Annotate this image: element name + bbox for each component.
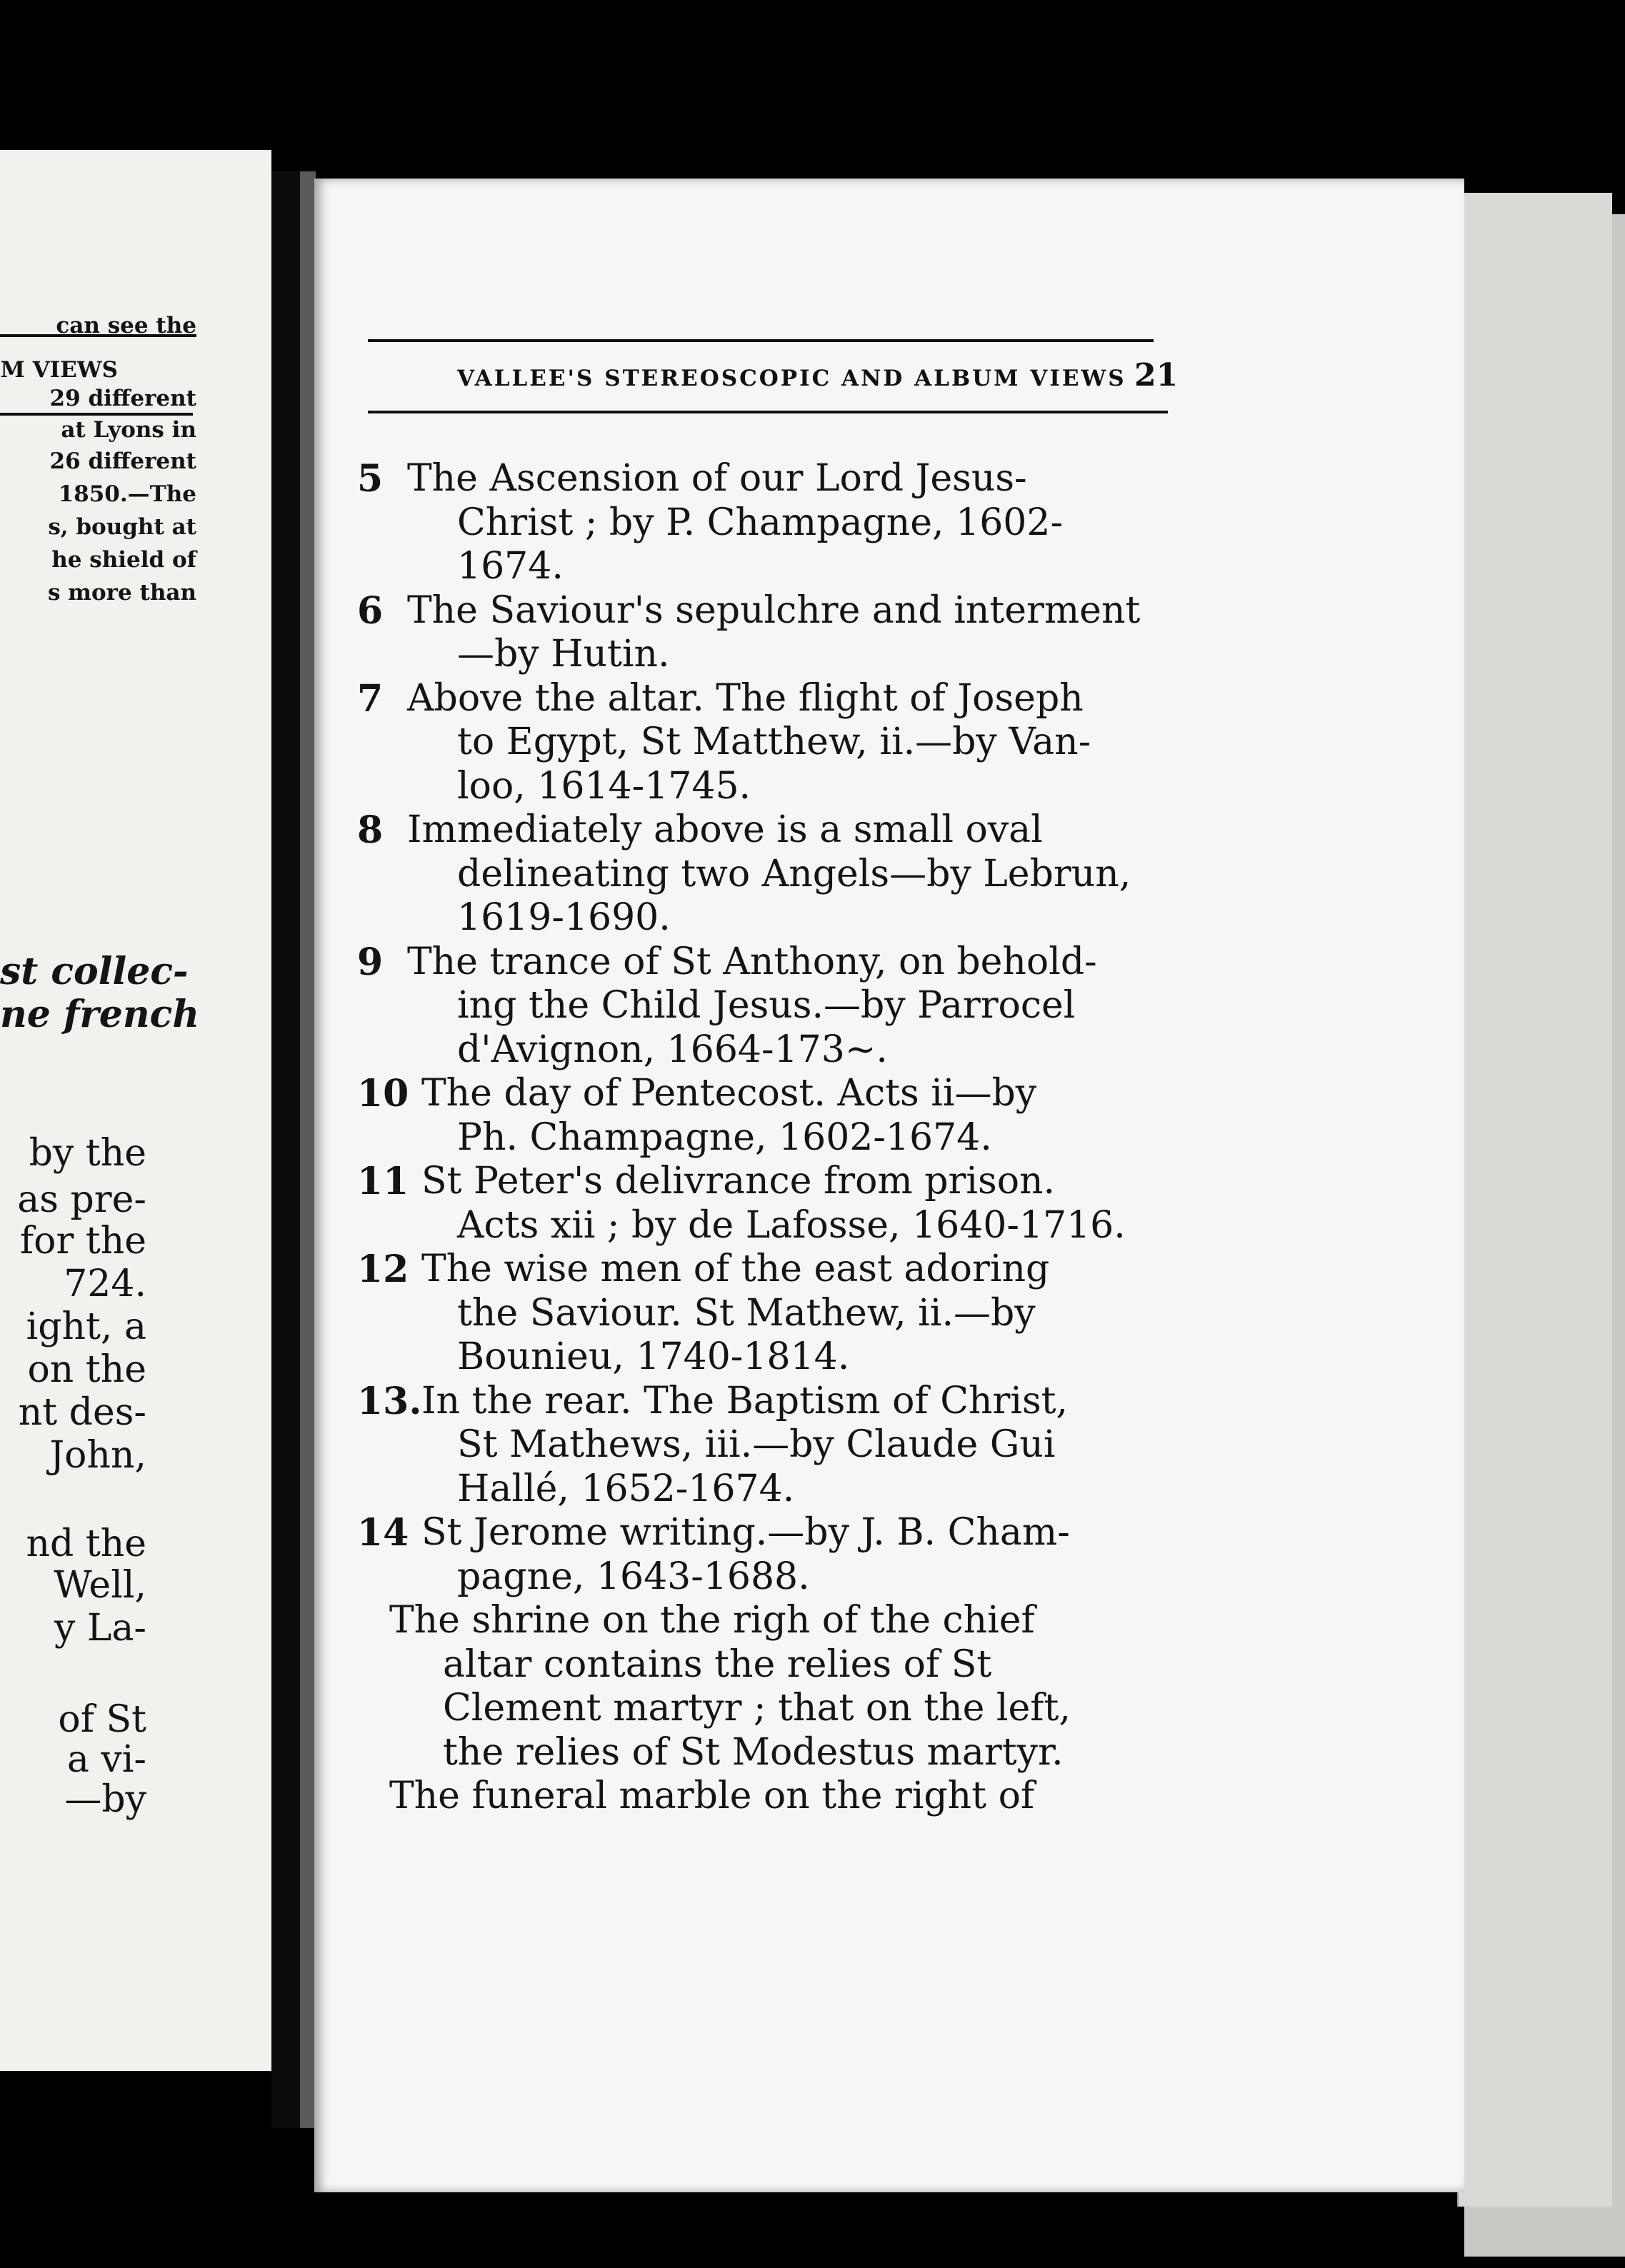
left-page-line: 26 different <box>49 448 196 474</box>
entry-line: St Jerome writing.—by J. B. Cham- <box>421 1511 1070 1554</box>
entry-number: 12 <box>357 1248 409 1291</box>
entry-line: Above the altar. The flight of Joseph <box>407 676 1084 720</box>
left-page-line: 724. <box>64 1263 146 1305</box>
left-page-line: as pre- <box>17 1178 146 1221</box>
entry-line: Acts xii ; by de Lafosse, 1640-1716. <box>457 1203 1126 1247</box>
left-page-line: s more than <box>47 580 196 606</box>
left-page-line: 29 different <box>49 386 196 411</box>
catalog-entry <box>350 940 1171 1073</box>
paragraph-line: altar contains the relies of St <box>443 1642 992 1686</box>
entry-line: Immediately above is a small oval <box>407 808 1043 851</box>
entry-number: 9 <box>357 940 384 984</box>
left-page-line: on the <box>27 1348 146 1391</box>
entry-line: Hallé, 1652-1674. <box>457 1467 795 1510</box>
left-page-line: a vi- <box>66 1738 146 1781</box>
catalog-entry <box>350 1248 1171 1380</box>
catalog-entry <box>350 589 1171 677</box>
entry-line: The trance of St Anthony, on behold- <box>407 940 1097 983</box>
left-page-line: —by <box>64 1778 146 1821</box>
left-page-line: John, <box>49 1434 146 1477</box>
catalog-entry <box>350 1380 1171 1512</box>
left-page-line: for the <box>19 1220 146 1263</box>
page-number: 21 <box>1134 357 1179 393</box>
catalog-entry <box>350 677 1171 809</box>
entry-number: 6 <box>357 588 384 633</box>
entry-line: ing the Child Jesus.—by Parrocel <box>457 984 1076 1027</box>
entry-line: The day of Pentecost. Acts ii—by <box>421 1072 1037 1115</box>
left-page-line: he shield of <box>51 547 196 573</box>
left-page-line: ne french <box>0 993 200 1036</box>
entry-number: 8 <box>357 808 384 852</box>
entry-line: 1674. <box>457 545 564 588</box>
left-page-line: ight, a <box>26 1305 146 1348</box>
header-top-rule <box>368 339 1154 342</box>
entry-line: delineating two Angels—by Lebrun, <box>457 852 1131 895</box>
entry-line: to Egypt, St Matthew, ii.—by Van- <box>457 721 1091 763</box>
catalog-entry <box>350 1072 1171 1160</box>
left-page-line: s, bought at <box>48 514 196 540</box>
paragraph-line: the relies of St Modestus martyr. <box>443 1730 1064 1774</box>
entry-number: 7 <box>357 676 384 721</box>
paragraph-line: Clement martyr ; that on the left, <box>443 1687 1071 1730</box>
paragraph-line: The funeral marble on the right of <box>389 1775 1035 1817</box>
left-page <box>0 150 271 2071</box>
back-page-edge <box>1457 193 1612 2207</box>
entry-line: Bounieu, 1740-1814. <box>457 1335 850 1378</box>
left-page-line: y La- <box>54 1607 146 1650</box>
left-page-line: Well, <box>54 1564 146 1607</box>
entry-line: loo, 1614-1745. <box>457 764 751 808</box>
left-page-line: 1850.—The <box>58 481 196 507</box>
entry-number: 10 <box>357 1072 409 1115</box>
entry-number: 5 <box>357 457 384 501</box>
left-page-line: can see the <box>56 313 196 338</box>
body-text <box>350 457 1171 1819</box>
entry-line: The Ascension of our Lord Jesus- <box>407 457 1027 500</box>
entry-line: —by Hutin. <box>457 633 670 676</box>
entry-number: 13. <box>357 1379 422 1423</box>
book-spine <box>271 171 300 2128</box>
entry-line: St Peter's delivrance from prison. <box>421 1160 1056 1203</box>
entry-line: St Mathews, iii.—by Claude Gui <box>457 1423 1056 1466</box>
entry-line: 1619-1690. <box>457 896 671 939</box>
entry-line: The Saviour's sepulchre and interment <box>407 588 1141 632</box>
running-head: VALLEE'S STEREOSCOPIC AND ALBUM VIEWS <box>457 366 1126 391</box>
left-page-line: M VIEWS <box>0 357 118 383</box>
entry-line: Christ ; by P. Champagne, 1602- <box>457 501 1064 544</box>
entry-line: Ph. Champagne, 1602-1674. <box>457 1115 992 1159</box>
left-page-line: of St <box>58 1698 146 1741</box>
catalog-entry <box>350 457 1171 589</box>
paragraph <box>350 1775 1171 1819</box>
entry-number: 11 <box>357 1160 409 1203</box>
left-page-line: nt des- <box>18 1391 146 1434</box>
paragraph-line: The shrine on the righ of the chief <box>389 1599 1035 1642</box>
entry-line: The wise men of the east adoring <box>421 1248 1050 1290</box>
paragraph <box>350 1599 1171 1775</box>
entry-line: pagne, 1643-1688. <box>457 1555 810 1598</box>
left-page-line: at Lyons in <box>61 417 196 443</box>
entry-number: 14 <box>357 1511 409 1555</box>
left-page-line: by the <box>29 1132 146 1175</box>
left-page-line: nd the <box>26 1522 146 1565</box>
book-spine-edge <box>300 171 316 2128</box>
left-page-line: st collec- <box>0 950 189 993</box>
catalog-entry <box>350 1160 1171 1248</box>
entry-line: d'Avignon, 1664-173~. <box>457 1028 888 1071</box>
entry-line: the Saviour. St Mathew, ii.—by <box>457 1291 1036 1335</box>
header-bottom-rule <box>368 411 1168 413</box>
entry-line: In the rear. The Baptism of Christ, <box>421 1379 1069 1422</box>
catalog-entry <box>350 808 1171 940</box>
left-page-text <box>0 150 271 2071</box>
catalog-entry <box>350 1511 1171 1599</box>
